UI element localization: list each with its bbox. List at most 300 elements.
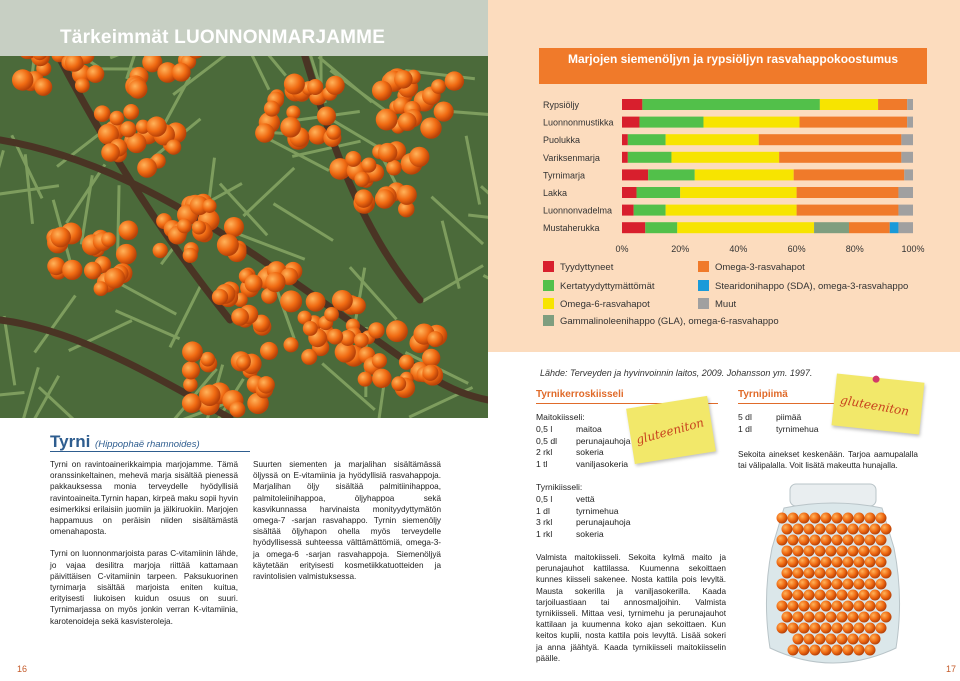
berry	[837, 634, 848, 645]
berry	[826, 546, 837, 557]
berry	[854, 645, 865, 656]
article-latin-name: (Hippophaë rhamnoides)	[95, 439, 200, 450]
berry	[422, 349, 440, 367]
bar-segment	[628, 134, 666, 145]
berry	[793, 590, 804, 601]
chart-title: Marjojen siemenöljyn ja rypsiöljyn rasvahappokoostumus	[539, 48, 927, 84]
berry	[799, 535, 810, 546]
berry	[788, 645, 799, 656]
berry	[354, 189, 372, 207]
berry	[255, 123, 274, 142]
berry	[854, 623, 865, 634]
berry	[327, 329, 343, 345]
berry	[881, 524, 892, 535]
berry	[306, 292, 326, 312]
berry	[358, 372, 373, 387]
bar-segment	[622, 117, 639, 128]
bar-segment	[637, 187, 681, 198]
berry	[843, 601, 854, 612]
article-title	[50, 432, 470, 452]
berry	[777, 557, 788, 568]
berry	[881, 546, 892, 557]
berry	[881, 568, 892, 579]
ingredient-row	[536, 506, 716, 518]
berry	[788, 579, 799, 590]
berry	[782, 568, 793, 579]
berry	[804, 546, 815, 557]
ingredient-name: maitoa	[576, 424, 602, 434]
berry	[445, 71, 464, 90]
bar-segment	[622, 99, 642, 110]
sticky-note-text: gluteeniton	[839, 392, 911, 419]
berry-illustration	[0, 0, 488, 418]
berry	[854, 579, 865, 590]
ingredient-row	[536, 517, 716, 529]
berry	[832, 535, 843, 546]
bar-segment	[622, 222, 645, 233]
berry	[120, 121, 136, 137]
berry	[821, 557, 832, 568]
x-tick-label: 80%	[845, 244, 864, 254]
article-paragraph: Suurten siementen ja marjalihan sisältämässä öljyssä on E-vitamiinia ja hyödyllisiä rasvahappoja. Marjalihan öljy sisältää palmitiinihappoa, palmitoleiinihappoa, öljyhappoa sekä kasvikunnassa harvinaista monityydyttymätön omega-7 -sarjan rasvahappo. Tyrnin siemenöljy sisältää öljyhapon ohella myös terveydelle hyödyllisessä suhteessa välttämättömiä, omega-3- ja omega-6 -sarjan rasvahappoja. Siemenöljyä käytetään erityisesti kosmetiikkatuotteiden ja ravintolisien valmistuksessa.	[253, 460, 441, 582]
berry	[782, 546, 793, 557]
berry	[876, 601, 887, 612]
berry	[810, 535, 821, 546]
bar-segment	[849, 222, 890, 233]
berry	[843, 557, 854, 568]
berry	[837, 568, 848, 579]
berry	[848, 524, 859, 535]
berry	[876, 557, 887, 568]
berry	[101, 143, 120, 162]
berry	[810, 623, 821, 634]
berry	[799, 579, 810, 590]
berry	[876, 579, 887, 590]
berry	[865, 535, 876, 546]
berry	[815, 546, 826, 557]
berry	[865, 645, 876, 656]
berry	[128, 79, 147, 98]
berry	[804, 612, 815, 623]
berry	[810, 513, 821, 524]
berry	[832, 557, 843, 568]
berry	[843, 623, 854, 634]
berry	[832, 601, 843, 612]
berry	[793, 546, 804, 557]
ingredient-name: sokeria	[576, 447, 604, 457]
title-band	[0, 0, 488, 56]
bar-segment	[666, 134, 759, 145]
berry	[859, 590, 870, 601]
legend-label: Muut	[715, 299, 737, 310]
legend-swatch	[543, 298, 554, 309]
ingredient-quantity: 5 dl	[738, 412, 752, 422]
berry	[264, 101, 280, 117]
x-tick-label: 60%	[787, 244, 806, 254]
berry	[199, 385, 220, 406]
ingredient-quantity: 0,5 l	[536, 494, 553, 504]
berry	[182, 393, 202, 413]
berry	[821, 645, 832, 656]
sea-buckthorn-photo	[0, 0, 488, 418]
berry	[799, 601, 810, 612]
berry	[876, 623, 887, 634]
bar-segment	[901, 134, 913, 145]
berry	[177, 219, 192, 234]
bar-segment	[671, 152, 779, 163]
bar-segment	[907, 117, 913, 128]
berry	[848, 590, 859, 601]
legend-label: Stearidonihappo (SDA), omega-3-rasvahappo	[715, 281, 909, 292]
page-number-left: 16	[17, 664, 28, 674]
berry	[777, 513, 788, 524]
title-divider	[50, 451, 250, 452]
berry	[183, 248, 198, 263]
berry	[837, 524, 848, 535]
ingredient-quantity: 3 rkl	[536, 517, 553, 527]
berry	[372, 81, 392, 101]
berry	[788, 535, 799, 546]
berry	[881, 590, 892, 601]
berry	[75, 78, 90, 93]
berry	[427, 331, 443, 347]
berry	[317, 107, 336, 126]
berry	[101, 232, 116, 247]
berry	[804, 634, 815, 645]
x-tick-label: 100%	[901, 244, 925, 254]
bar-segment	[680, 187, 796, 198]
legend-swatch	[698, 280, 709, 291]
berry	[260, 342, 278, 360]
berry	[848, 634, 859, 645]
berry	[804, 590, 815, 601]
berry	[826, 634, 837, 645]
berry	[326, 76, 345, 95]
bar-segment	[901, 152, 913, 163]
berry	[815, 634, 826, 645]
berry	[51, 227, 71, 247]
berry	[788, 601, 799, 612]
berry	[326, 125, 341, 140]
legend-label: Tyydyttyneet	[560, 262, 614, 273]
berry	[843, 579, 854, 590]
ingredient-quantity: 0,5 dl	[536, 435, 558, 446]
pin-icon	[872, 375, 880, 383]
berry	[166, 140, 181, 155]
ingredient-quantity: 1 rkl	[536, 528, 553, 539]
berry	[87, 65, 105, 83]
berry	[104, 268, 125, 289]
ingredient-list-tyrnikiisseli	[536, 494, 716, 540]
berry	[375, 189, 395, 209]
berry	[865, 513, 876, 524]
berry	[793, 568, 804, 579]
berry	[843, 645, 854, 656]
bar-segment	[779, 152, 901, 163]
berry	[815, 568, 826, 579]
berry	[229, 401, 245, 417]
berry	[837, 590, 848, 601]
berry	[172, 63, 191, 82]
berry	[854, 513, 865, 524]
berry	[821, 513, 832, 524]
ingredient-row	[536, 459, 716, 471]
berry	[859, 612, 870, 623]
bar-segment	[797, 205, 899, 216]
berry	[345, 151, 361, 167]
berry	[793, 634, 804, 645]
berry	[307, 79, 323, 95]
berry	[799, 513, 810, 524]
berry	[859, 546, 870, 557]
berry	[332, 290, 353, 311]
bar-segment	[907, 99, 913, 110]
berry	[881, 612, 892, 623]
category-label: Mustaherukka	[543, 223, 600, 234]
berry	[865, 579, 876, 590]
berry	[793, 612, 804, 623]
berry	[876, 535, 887, 546]
berry	[810, 601, 821, 612]
bar-segment	[820, 99, 878, 110]
berry	[137, 158, 157, 178]
page-number-right: 17	[946, 664, 957, 674]
berry	[826, 612, 837, 623]
berry	[821, 601, 832, 612]
category-label: Variksenmarja	[543, 152, 600, 163]
berry	[361, 157, 376, 172]
berry	[799, 557, 810, 568]
berry	[865, 623, 876, 634]
berry	[431, 79, 446, 94]
recipe-method: Valmista maitokiisseli. Sekoita kylmä maito ja perunajauhot kattilassa. Kuumenna sekoittaen kunnes kiisseli sakenee. Nosta kattila pois levyltä. Mausta sokerilla ja vaniljasokerilla. Kaada tarjoiluastiaan tai annosmaljoihin. Valmista tyrnikiisseli. Mittaa vesi, tyrnimehu ja perunajauhot kattilaan ja kuumenna koko ajan sekoittaen. Kun keitos kuplii, nosta kattila pois levyltä. Lisää sokeri ja anna jäähtyä. Kaada tyrnikiisseli maitokiisselin päälle.	[536, 553, 726, 663]
x-tick-label: 20%	[671, 244, 690, 254]
berry	[420, 117, 441, 138]
ingredient-name: perunajauhoja	[576, 435, 631, 446]
bar-segment	[634, 205, 666, 216]
berry	[422, 365, 438, 381]
bar-segment	[759, 134, 902, 145]
berry	[224, 217, 244, 237]
berry	[848, 546, 859, 557]
berry	[854, 601, 865, 612]
berry	[153, 243, 168, 258]
berry	[397, 185, 417, 205]
berry	[777, 623, 788, 634]
ingredient-quantity: 1 tl	[536, 458, 548, 469]
legend-swatch	[543, 280, 554, 291]
bar-segment	[622, 205, 634, 216]
berry	[843, 535, 854, 546]
legend-label: Gammalinoleenihappo (GLA), omega-6-rasvahappo	[560, 316, 779, 327]
berry	[870, 568, 881, 579]
berry	[284, 74, 305, 95]
bar-segment	[622, 187, 637, 198]
berry	[378, 143, 397, 162]
berry	[94, 105, 111, 122]
bar-segment	[794, 169, 905, 180]
berry	[837, 612, 848, 623]
berry	[832, 645, 843, 656]
berry	[843, 513, 854, 524]
x-tick-label: 0%	[615, 244, 629, 254]
berry	[832, 579, 843, 590]
berry	[354, 172, 369, 187]
berry	[854, 557, 865, 568]
ingredient-quantity: 2 rkl	[536, 447, 553, 457]
bar-segment	[628, 152, 672, 163]
berry	[183, 377, 198, 392]
ingredient-quantity: 0,5 l	[536, 424, 553, 434]
berry	[231, 308, 249, 326]
article-title-text: Tyrni	[50, 432, 91, 451]
bar-segment	[898, 205, 913, 216]
berry	[793, 524, 804, 535]
legend-swatch	[543, 315, 554, 326]
ingredient-quantity: 1 dl	[536, 505, 550, 516]
berry	[236, 355, 250, 369]
berry	[832, 623, 843, 634]
bar-segment	[645, 222, 677, 233]
ingredient-name: tyrnimehua	[776, 423, 819, 434]
berry	[203, 199, 217, 213]
berry	[65, 53, 83, 71]
berry	[283, 337, 298, 352]
category-label: Lakka	[543, 188, 568, 198]
recipe-title-tyrnipiima: Tyrnipiimä	[738, 389, 788, 400]
article-paragraph: Tyrni on luonnonmarjoista paras C-vitamiinin lähde, jo vajaa desilitra marjoja riittää kattamaan päivittäisen C-vitamiinin tarpeen. Paksukuorinen tyrnimarja sisältää marjoista eniten kuitua, erityisesti liukoisen kuidun osuus on suuri. Tyrnimarjassa on myös jonkin verran K-vitamiinia, karotenoideja sekä kasvisteroleja.	[50, 549, 238, 626]
berry	[821, 579, 832, 590]
berry	[116, 244, 137, 265]
category-label: Puolukka	[543, 135, 581, 146]
berry	[212, 289, 228, 305]
berry	[788, 513, 799, 524]
berry	[870, 590, 881, 601]
legend-label: Omega-3-rasvahapot	[715, 262, 805, 273]
berry	[870, 546, 881, 557]
berry	[782, 524, 793, 535]
berry	[301, 349, 317, 365]
berry	[386, 160, 401, 175]
berry	[799, 623, 810, 634]
legend-label: Kertatyydyttymättömät	[560, 281, 655, 292]
berry	[815, 524, 826, 535]
ingredient-name: perunajauhoja	[576, 517, 631, 527]
page-title: Tärkeimmät LUONNONMARJAMME	[60, 27, 386, 48]
berry	[810, 579, 821, 590]
berry	[200, 352, 215, 367]
berry	[837, 546, 848, 557]
berry	[265, 272, 285, 292]
berry	[118, 220, 138, 240]
berry	[870, 524, 881, 535]
bar-segment	[695, 169, 794, 180]
category-label: Rypsiöljy	[543, 100, 580, 110]
bar-segment	[890, 222, 899, 233]
recipe-subheading: Tyrnikiisseli:	[536, 482, 583, 492]
berry	[245, 275, 263, 293]
berry	[182, 341, 203, 362]
berry	[782, 590, 793, 601]
berry	[182, 361, 200, 379]
category-label: Tyrnimarja	[543, 170, 586, 181]
bar-segment	[898, 222, 913, 233]
ingredient-name: piimää	[776, 412, 802, 422]
berry	[826, 524, 837, 535]
berry	[821, 535, 832, 546]
berry	[217, 234, 239, 256]
berry	[399, 355, 414, 370]
legend-swatch	[698, 298, 709, 309]
berry	[815, 590, 826, 601]
berry	[876, 513, 887, 524]
berry	[804, 568, 815, 579]
berry	[865, 557, 876, 568]
berry	[777, 579, 788, 590]
legend-label: Omega-6-rasvahapot	[560, 299, 650, 310]
berry	[394, 70, 413, 89]
bar-segment	[639, 117, 703, 128]
stacked-bar-chart	[488, 0, 960, 352]
berry	[821, 623, 832, 634]
bar-segment	[800, 117, 908, 128]
berry	[788, 557, 799, 568]
category-label: Luonnonvadelma	[543, 205, 613, 216]
bar-segment	[666, 205, 797, 216]
bar-segment	[622, 152, 628, 163]
article-column-2	[253, 459, 441, 593]
berry	[354, 333, 369, 348]
bar-segment	[622, 169, 648, 180]
sticky-note-text: gluteeniton	[634, 415, 706, 447]
ingredient-row	[536, 494, 716, 506]
berry	[368, 322, 384, 338]
bar-segment	[642, 99, 820, 110]
ingredient-name: tyrnimehua	[576, 505, 619, 516]
berry	[303, 321, 318, 336]
berry	[391, 376, 406, 391]
bar-segment	[898, 187, 913, 198]
berry	[848, 568, 859, 579]
berry	[146, 116, 166, 136]
bar-segment	[797, 187, 899, 198]
berry	[865, 601, 876, 612]
berry	[372, 353, 387, 368]
berry	[34, 78, 52, 96]
bar-segment	[703, 117, 799, 128]
berry	[777, 601, 788, 612]
article-paragraph: Tyrni on ravintoainerikkaimpia marjojamme. Tämä oranssinkeltainen, mehevä marja sisältää pienessä pakkauksessa monia terveydelle hyödyllisiä ravintoaineita.Tyrnin hapan, kirpeä maku sopii hyvin esimerkiksi erilaisiin juomiin ja jälkiruokiin. Marjojen happamuus on peräisin niiden sisältämästä omenahaposta.	[50, 460, 238, 537]
article-column-1	[50, 459, 238, 638]
berry	[826, 590, 837, 601]
berry	[826, 568, 837, 579]
chart-source: Lähde: Terveyden ja hyvinvoinnin laitos, 2009. Johansson ym. 1997.	[540, 368, 813, 378]
berry	[859, 524, 870, 535]
gluten-free-sticky-note	[832, 374, 925, 435]
legend-swatch	[698, 261, 709, 272]
berry	[62, 260, 82, 280]
berry	[854, 535, 865, 546]
berry	[12, 69, 33, 90]
ingredient-name: sokeria	[576, 528, 604, 539]
berry	[777, 535, 788, 546]
ingredient-quantity: 1 dl	[738, 423, 752, 434]
berry-jar-illustration	[758, 478, 908, 678]
bar-segment	[677, 222, 814, 233]
berry	[848, 612, 859, 623]
ingredient-row	[536, 529, 716, 541]
berry	[788, 623, 799, 634]
